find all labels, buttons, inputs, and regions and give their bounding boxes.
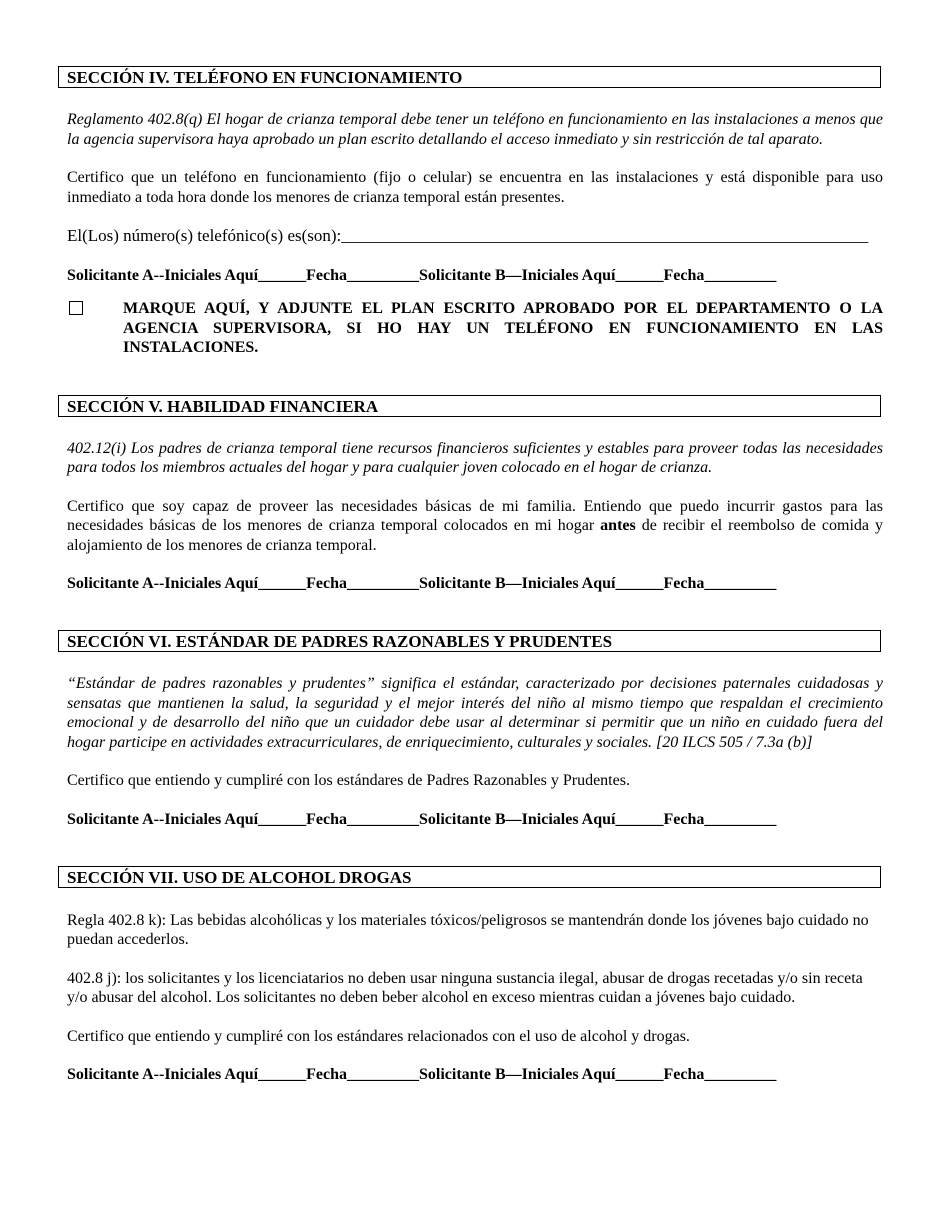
section-iv-header: SECCIÓN IV. TELÉFONO EN FUNCIONAMIENTO <box>58 66 881 88</box>
no-phone-checkbox-row <box>67 299 883 358</box>
section-v-signature-line[interactable]: Solicitante A--Iniciales Aquí______Fecha_________Solicitante B—Iniciales Aquí______Fecha_________ <box>67 575 777 592</box>
section-iv-certify: Certifico que un teléfono en funcionamiento (fijo o celular) se encuentra en las instalaciones y está disponible para uso inmediato a toda hora donde los menores de crianza temporal están presentes. <box>67 169 883 206</box>
section-v-certify-part1: Certifico que soy capaz de proveer las necesidades básicas de mi familia. Entiendo que puedo incurrir gastos para las necesidades básicas de los menores de crianza temporal colocados en mi hogar <box>67 497 883 534</box>
phone-number-field[interactable]: El(Los) número(s) telefónico(s) es(son):______________________________________________________________ <box>67 226 869 245</box>
section-iv-regulation: Reglamento 402.8(q) El hogar de crianza temporal debe tener un teléfono en funcionamiento en las instalaciones a menos que la agencia supervisora haya aprobado un plan escrito detallando el acceso inmediato y sin restricción de tal aparato. <box>67 111 883 148</box>
section-vi-regulation: “Estándar de padres razonables y prudentes” significa el estándar, caracterizado por decisiones paternales cuidadosas y sensatas que mantienen la salud, la seguridad y el mejor interés del niño al mismo tiempo que respaldan el crecimiento emocional y de desarrollo del niño que un cuidador debe usar al determinar si permitir que un niño en cuidado fuera del hogar participe en actividades extracurriculares, de enriquecimiento, culturales y sociales. [20 ILCS 505 / 7.3a (b)] <box>67 675 883 751</box>
section-vii-rule-j: 402.8 j): los solicitantes y los licenciatarios no deben usar ninguna sustancia ilegal, abusar de drogas recetadas y/o sin receta y/o abusar del alcohol. Los solicitantes no deben beber alcohol en exceso mientras cuidan a jóvenes bajo cuidado. <box>67 969 863 1006</box>
section-vii-certify: Certifico que entiendo y cumpliré con los estándares relacionados con el uso de alcohol y drogas. <box>67 1027 690 1045</box>
no-phone-checkbox[interactable] <box>69 301 83 315</box>
section-vi-certify: Certifico que entiendo y cumpliré con los estándares de Padres Razonables y Prudentes. <box>67 772 630 789</box>
section-v-regulation: 402.12(i) Los padres de crianza temporal tiene recursos financieros suficientes y estables para proveer todas las necesidades para todos los miembros actuales del hogar y para cualquier joven colocado en el hogar de crianza. <box>67 439 883 476</box>
section-vii-signature-line[interactable]: Solicitante A--Iniciales Aquí______Fecha_________Solicitante B—Iniciales Aquí______Fecha_________ <box>67 1066 777 1083</box>
form-page <box>67 66 883 1085</box>
section-v-certify-bold: antes <box>600 517 636 534</box>
no-phone-checkbox-label: MARQUE AQUÍ, Y ADJUNTE EL PLAN ESCRITO APROBADO POR EL DEPARTAMENTO O LA AGENCIA SUPERVISORA, SI HO HAY UN TELÉFONO EN FUNCIONAMIENTO EN LAS INSTALACIONES. <box>123 300 883 356</box>
section-vii-rule-k: Regla 402.8 k): Las bebidas alcohólicas y los materiales tóxicos/peligrosos se mantendrán donde los jóvenes bajo cuidado no puedan accederlos. <box>67 911 869 948</box>
section-v-certify <box>67 497 883 556</box>
section-v-certify-part2: de recibir el reembolso de comida y alojamiento de los menores de crianza temporal. <box>67 517 883 554</box>
section-iv-signature-line[interactable]: Solicitante A--Iniciales Aquí______Fecha_________Solicitante B—Iniciales Aquí______Fecha_________ <box>67 267 777 284</box>
section-v-header: SECCIÓN V. HABILIDAD FINANCIERA <box>58 395 881 417</box>
section-vi-signature-line[interactable]: Solicitante A--Iniciales Aquí______Fecha_________Solicitante B—Iniciales Aquí______Fecha_________ <box>67 810 777 828</box>
section-vi-header: SECCIÓN VI. ESTÁNDAR DE PADRES RAZONABLES Y PRUDENTES <box>58 630 881 652</box>
section-vii-header: SECCIÓN VII. USO DE ALCOHOL DROGAS <box>58 866 881 888</box>
